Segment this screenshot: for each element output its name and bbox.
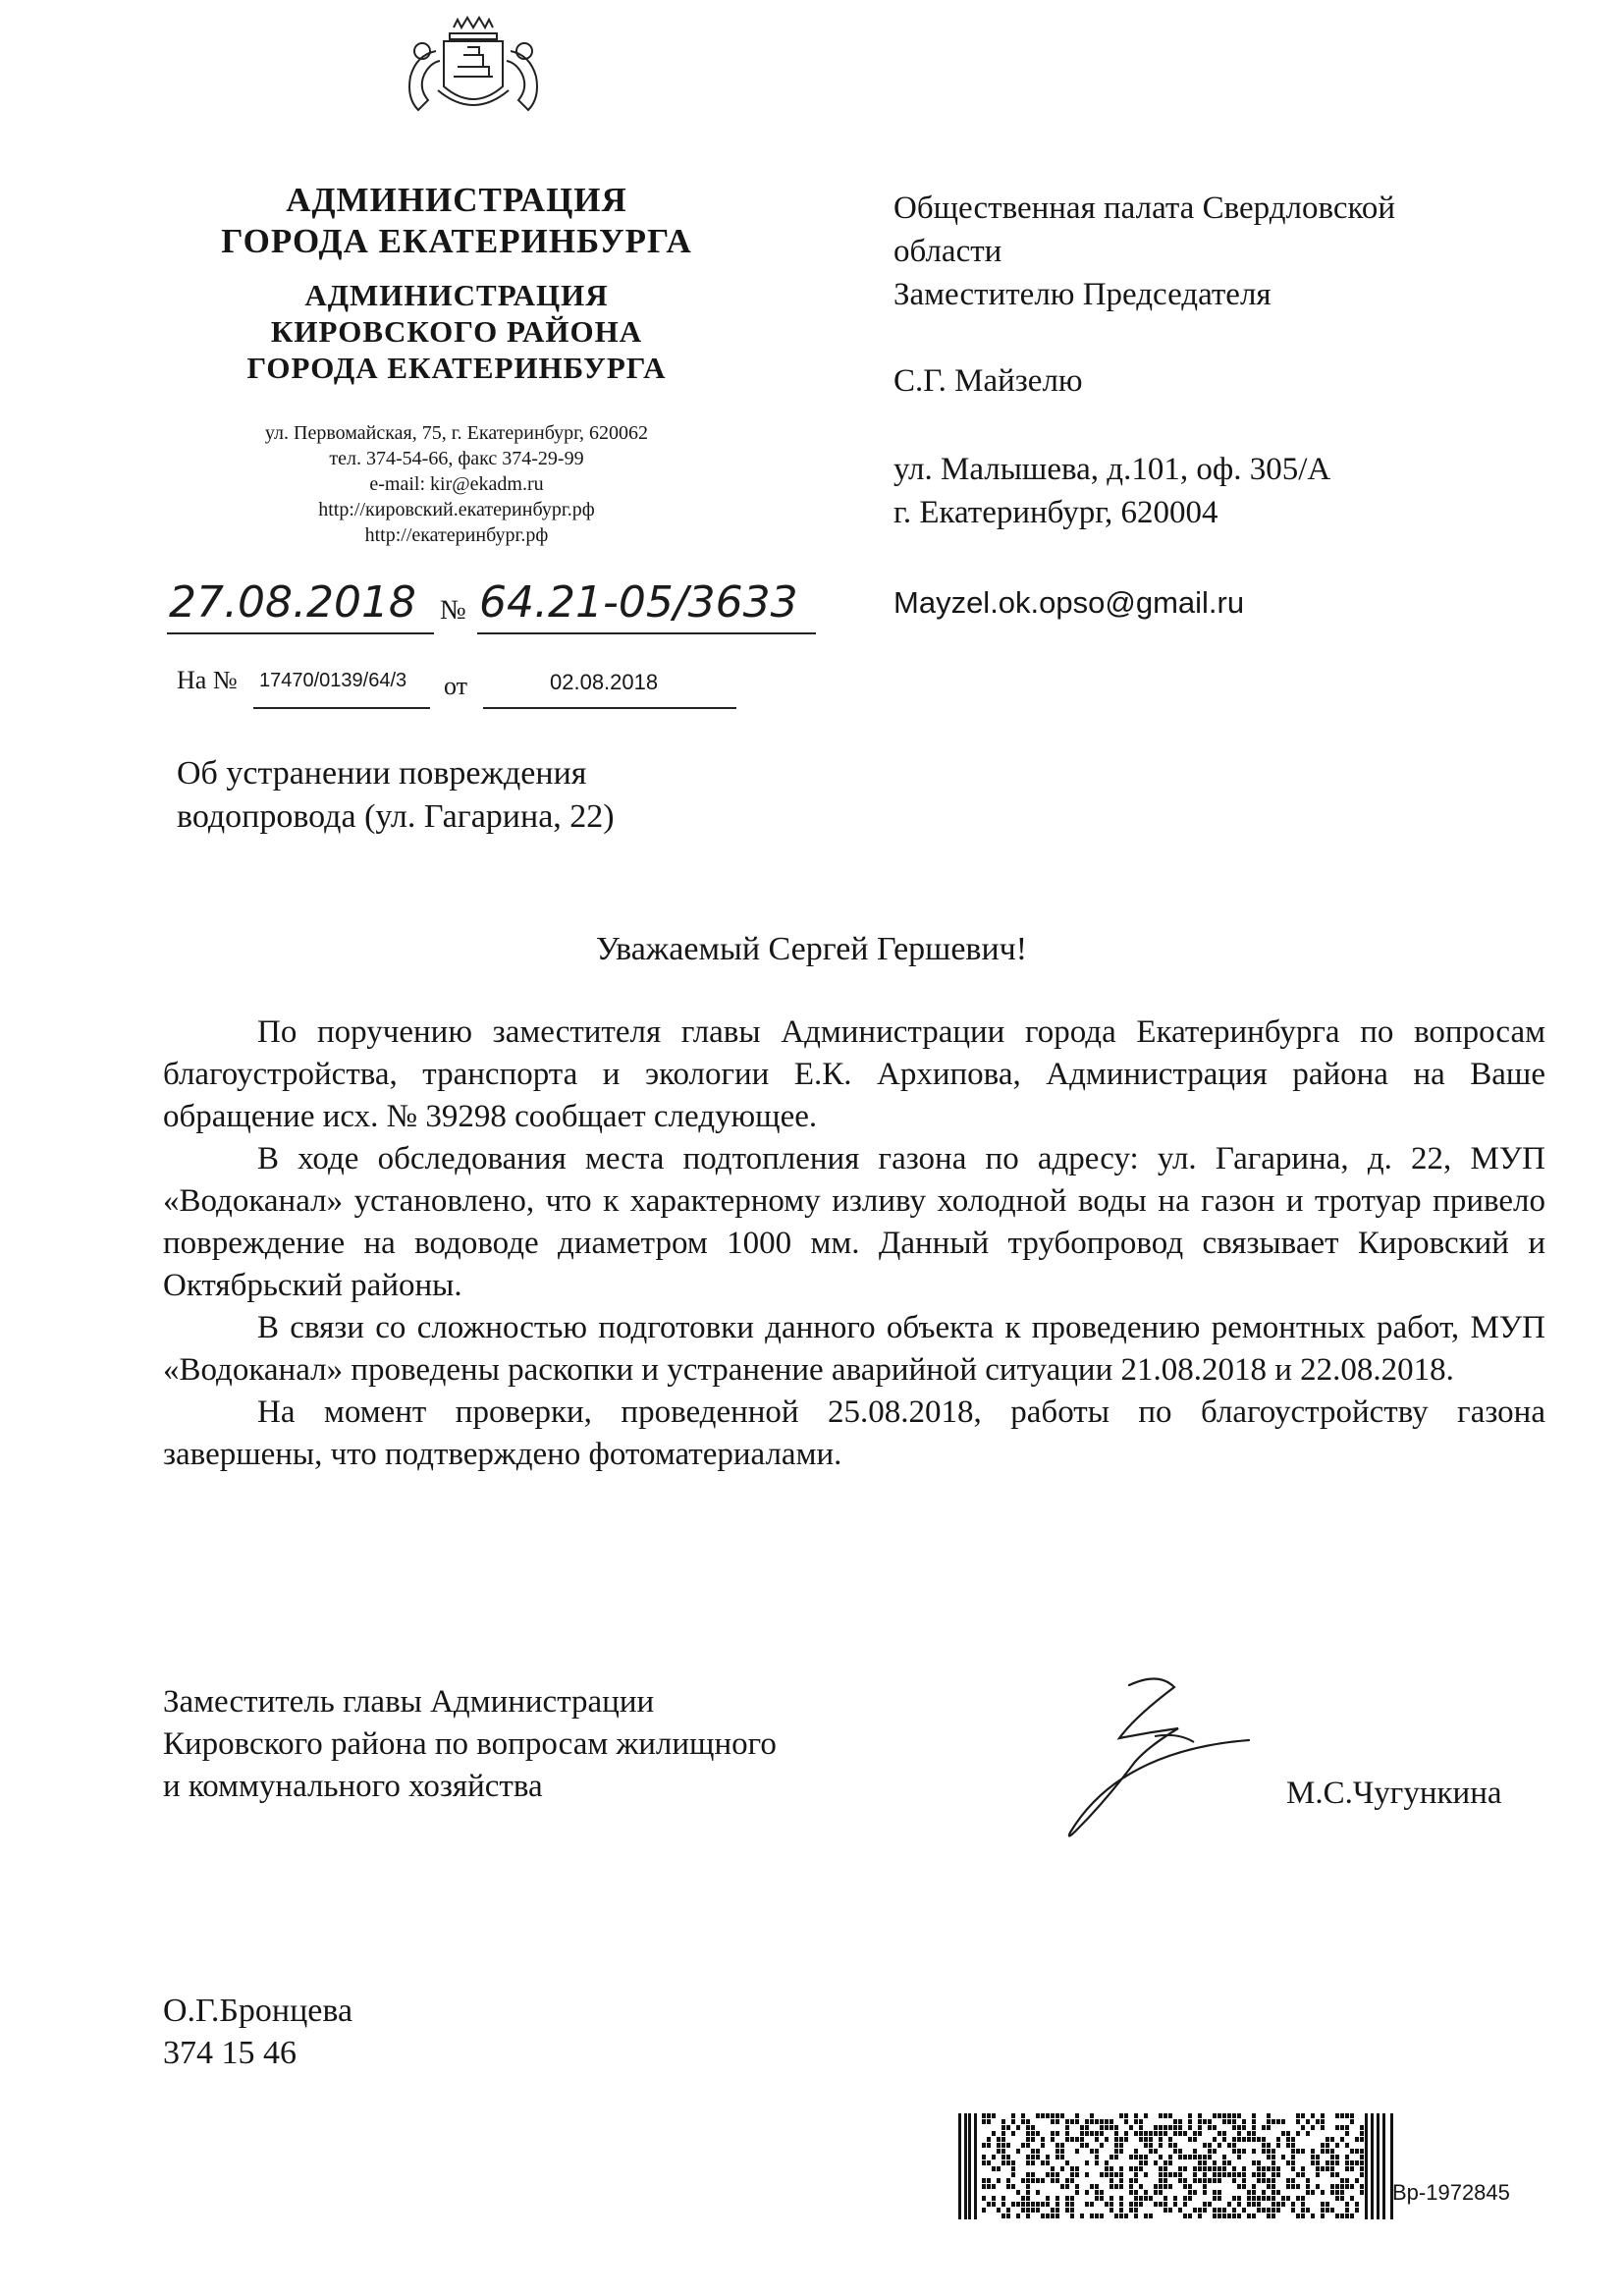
reply-to-number: 17470/0139/64/3 — [259, 670, 407, 691]
recipient-name: С.Г. Майзелю — [893, 363, 1083, 399]
barcode-icon — [958, 2113, 1396, 2219]
sender-org-line1: АДМИНИСТРАЦИЯ — [286, 181, 627, 219]
reply-to-from-label: от — [444, 672, 468, 700]
sender-dept-line3: ГОРОДА ЕКАТЕРИНБУРГА — [246, 351, 667, 386]
registration-date: 27.08.2018 — [169, 577, 416, 628]
body-paragraph-2: В ходе обследования места подтопления газона по адресу: ул. Гагарина, д. 22, МУП «Водоканал» установлено, что к характерному изливу холодной воды на газон и тротуар привело повреждение на водоводе диаметром 1000 мм. Данный трубопровод связывает Кировский и Октябрьский районы. — [163, 1141, 1545, 1303]
signatory-position-line1: Заместитель главы Администрации — [163, 1684, 655, 1720]
recipient-line3: Заместителю Председателя — [893, 277, 1271, 312]
sender-email: e-mail: kir@ekadm.ru — [369, 473, 544, 495]
handwritten-signature-icon — [1039, 1667, 1265, 1854]
recipient-street: ул. Малышева, д.101, оф. 305/А — [893, 452, 1331, 487]
sender-dept-line1: АДМИНИСТРАЦИЯ — [304, 278, 609, 312]
recipient-line2: области — [893, 234, 1002, 269]
signatory-position — [163, 1681, 777, 1808]
recipient-organization — [893, 187, 1395, 316]
sender-site-2: http://екатеринбург.рф — [364, 524, 549, 546]
executor-name: О.Г.Бронцева — [163, 1993, 353, 2029]
sender-site-1: http://кировский.екатеринбург.рф — [318, 499, 595, 520]
sender-phone: тел. 374-54-66, факс 374-29-99 — [329, 448, 584, 469]
reply-to-date-underline — [483, 707, 736, 709]
recipient-address — [893, 448, 1330, 534]
recipient-city: г. Екатеринбург, 620004 — [893, 495, 1218, 530]
reply-to-date: 02.08.2018 — [550, 670, 659, 694]
body-paragraph-1: По поручению заместителя главы Администрации города Екатеринбурга по вопросам благоустройства, транспорта и экологии Е.К. Архипова, Администрация района на Ваше обращение исх. № 39298 сообщает следующее. — [163, 1014, 1545, 1134]
subject-line1: Об устранении повреждения — [177, 755, 587, 792]
reply-to-label: На № — [177, 666, 238, 694]
salutation: Уважаемый Сергей Гершевич! — [595, 931, 1028, 967]
body-paragraph-3: В связи со сложностью подготовки данного объекта к проведению ремонтных работ, МУП «Водоканал» проведены раскопки и устранение аварийной ситуации 21.08.2018 и 22.08.2018. — [163, 1310, 1545, 1388]
letter-subject — [177, 752, 615, 839]
registration-date-underline — [167, 632, 434, 634]
sender-org-line2: ГОРОДА ЕКАТЕРИНБУРГА — [221, 222, 692, 260]
sender-department — [182, 277, 731, 387]
subject-line2: водопровода (ул. Гагарина, 22) — [177, 798, 615, 835]
registration-number-underline — [477, 632, 816, 634]
registration-number: 64.21-05/3633 — [479, 577, 798, 628]
executor — [163, 1990, 352, 2074]
sender-contacts — [182, 420, 731, 548]
signatory-name: М.С.Чугункина — [1286, 1776, 1502, 1811]
body-paragraph-4: На момент проверки, проведенной 25.08.2018, работы по благоустройству газона завершены, что подтверждено фотоматериалами. — [163, 1394, 1545, 1472]
registration-number-mark: № — [440, 595, 466, 626]
signatory-position-line3: и коммунального хозяйства — [163, 1769, 543, 1804]
sender-address: ул. Первомайская, 75, г. Екатеринбург, 620062 — [264, 422, 649, 444]
coat-of-arms-icon — [393, 12, 555, 120]
reply-to-number-underline — [253, 707, 430, 709]
executor-phone: 374 15 46 — [163, 2035, 297, 2071]
signatory-position-line2: Кировского района по вопросам жилищного — [163, 1726, 777, 1762]
recipient-email: Mayzel.ok.opso@gmail.ru — [893, 585, 1245, 620]
sender-dept-line2: КИРОВСКОГО РАЙОНА — [270, 314, 643, 350]
barcode-number: Вр-1972845 — [1392, 2180, 1510, 2205]
letter-body — [163, 1011, 1545, 1476]
sender-organization — [182, 180, 731, 262]
recipient-line1: Общественная палата Свердловской — [893, 191, 1396, 226]
